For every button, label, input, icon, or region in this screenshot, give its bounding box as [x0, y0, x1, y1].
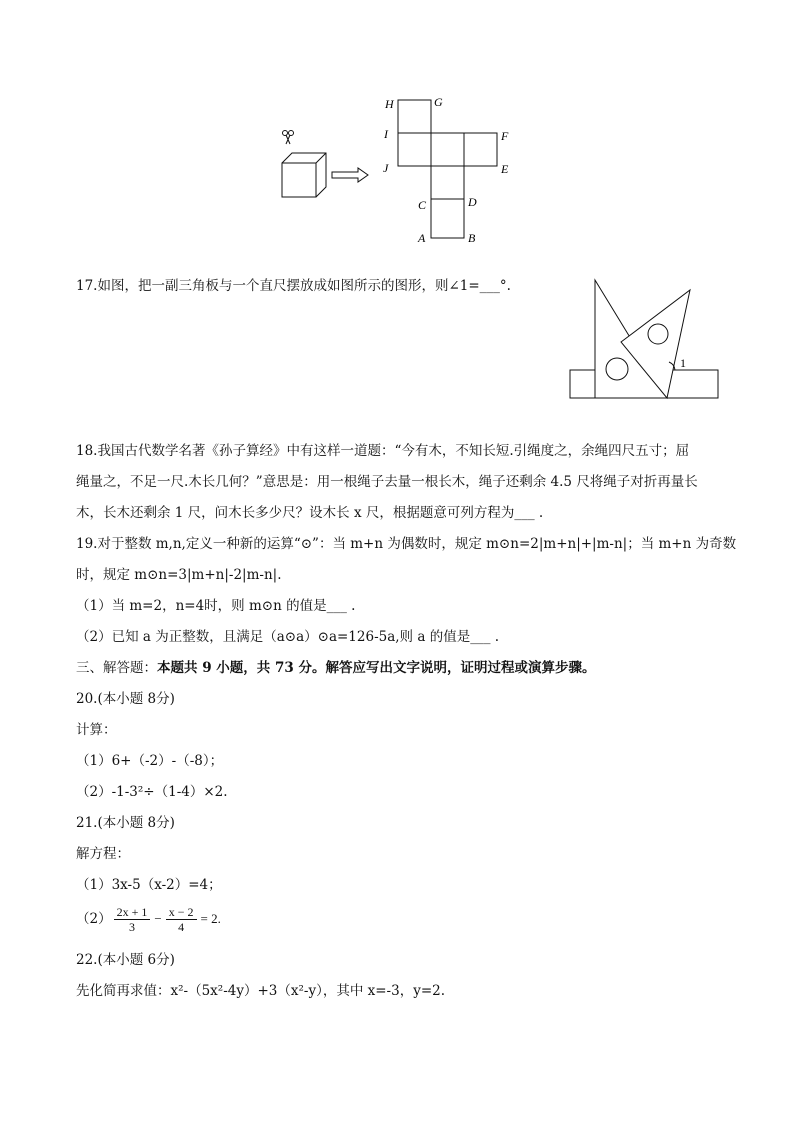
- scissors-icon: [283, 131, 294, 145]
- question-19-line2: 时，规定 m⊙n=3|m+n|-2|m-n|.: [76, 567, 282, 583]
- minus-sign: −: [154, 911, 162, 926]
- label-H: H: [385, 97, 394, 111]
- cube-drawing: [282, 153, 326, 197]
- question-19-line1: 19.对于整数 m,n,定义一种新的运算“⊙”：当 m+n 为偶数时，规定 m⊙n=2|m+n|+|m-n|；当 m+n 为奇数: [76, 536, 737, 552]
- fraction-2-denominator: 4: [178, 920, 185, 934]
- equation-rhs: = 2.: [200, 911, 221, 926]
- cube-net-figure: [270, 88, 530, 248]
- label-I: I: [384, 127, 388, 141]
- question-18-line2: 绳量之，不足一尺.木长几何？”意思是：用一根绳子去量一根长木，绳子还剩余 4.5 尺将绳子对折再量长: [76, 474, 698, 490]
- label-B: B: [468, 231, 476, 245]
- fraction-2-numerator: x − 2: [166, 905, 197, 920]
- label-J: J: [383, 161, 389, 175]
- fraction-1: [114, 905, 151, 934]
- fraction-1-denominator: 3: [128, 920, 135, 934]
- fraction-2: [166, 905, 197, 934]
- question-21-part1: （1）3x-5（x-2）=4；: [76, 877, 222, 893]
- question-20-part2: （2）-1-3²÷（1-4）×2.: [76, 784, 228, 800]
- question-22-text: 先化简再求值：x²-（5x²-4y）+3（x²-y），其中 x=-3，y=2.: [76, 983, 446, 999]
- question-19-part2: （2）已知 a 为正整数，且满足（a⊙a）⊙a=126-5a,则 a 的值是___ .: [76, 629, 500, 645]
- section-3-heading: [76, 658, 595, 678]
- right-arrow-icon: [332, 168, 368, 182]
- section-3-prefix: 三、解答题：: [76, 660, 157, 676]
- label-G: G: [434, 95, 443, 109]
- section-3-description: 本题共 9 小题，共 73 分。解答应写出文字说明，证明过程或演算步骤。: [157, 660, 596, 676]
- question-17: 17.如图，把一副三角板与一个直尺摆放成如图所示的图形，则∠1=___°.: [76, 278, 511, 294]
- cube-net: [398, 100, 497, 238]
- triangle-ruler-figure: [562, 276, 726, 406]
- question-21-part2-prefix: （2）: [76, 911, 112, 927]
- question-18-line3: 木，长木还剩余 1 尺，问木长多少尺？设木长 x 尺，根据题意可列方程为___ .: [76, 505, 544, 521]
- question-19-part1: （1）当 m=2，n=4时，则 m⊙n 的值是___ .: [76, 598, 356, 614]
- question-21-header: 21.(本小题 8分): [76, 815, 175, 831]
- angle-1-label: 1: [680, 356, 686, 370]
- fraction-1-numerator: 2x + 1: [114, 905, 151, 920]
- label-A: A: [418, 231, 426, 245]
- question-20-part1: （1）6+（-2）-（-8）；: [76, 753, 224, 769]
- label-F: F: [501, 129, 509, 143]
- label-E: E: [501, 162, 509, 176]
- question-21-part2: [76, 903, 223, 935]
- question-21-instruction: 解方程：: [76, 846, 130, 862]
- question-20-header: 20.(本小题 8分): [76, 691, 175, 707]
- question-18-line1: 18.我国古代数学名著《孙子算经》中有这样一道题：“今有木，不知长短.引绳度之，余绳四尺五寸；屈: [76, 443, 690, 459]
- label-C: C: [418, 198, 427, 212]
- question-22-header: 22.(本小题 6分): [76, 952, 175, 968]
- label-D: D: [468, 195, 477, 209]
- question-20-instruction: 计算：: [76, 722, 117, 738]
